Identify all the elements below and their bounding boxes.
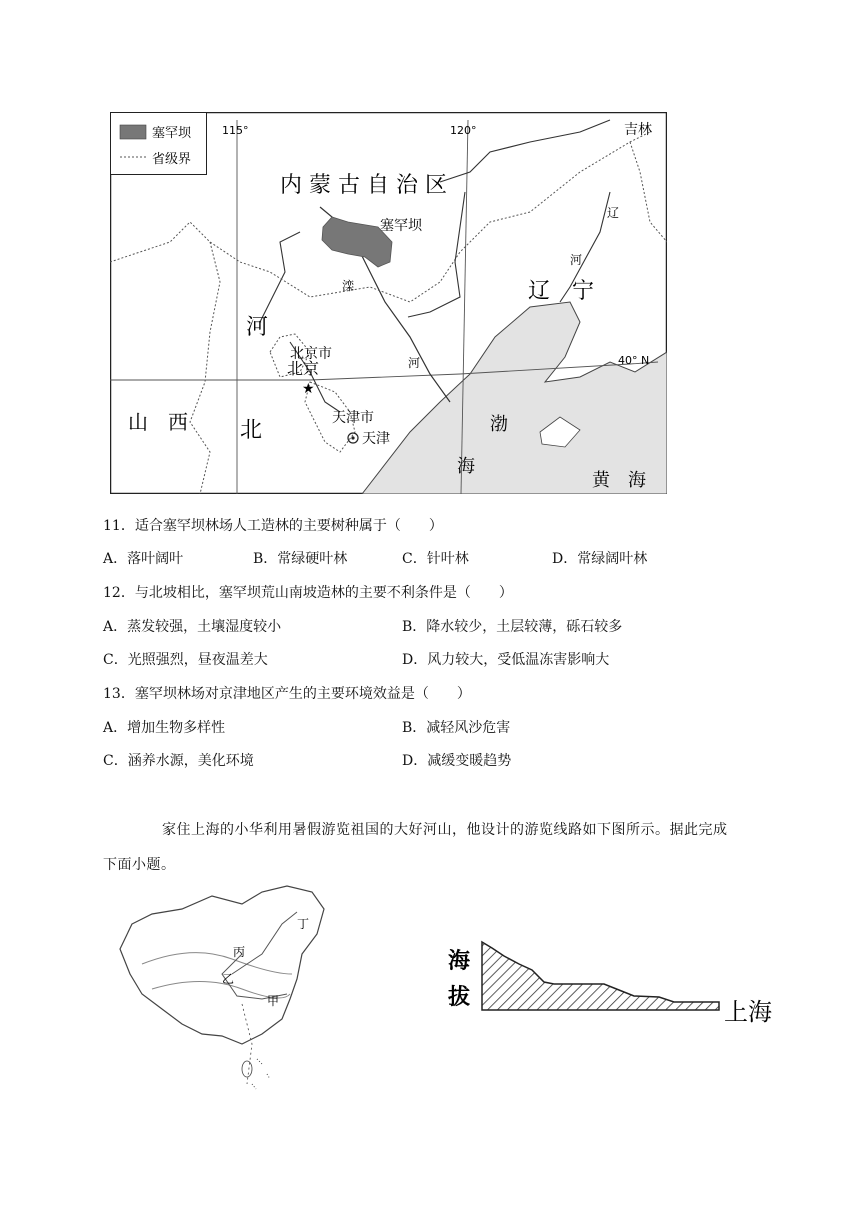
tianjinshi-label: 天津市 <box>332 410 374 426</box>
question-13-option-a[interactable]: A．增加生物多样性 <box>103 720 226 736</box>
beijing-star: ★ <box>302 381 315 397</box>
liaoning-label: 辽 宁 <box>528 279 595 304</box>
question-13-stem: 13．塞罕坝林场对京津地区产生的主要环境效益是（ ） <box>103 686 471 702</box>
longitude-120-label: 120° <box>450 124 477 137</box>
hebei-label-2: 北 <box>240 418 263 443</box>
question-13-option-d[interactable]: D．减缓变暖趋势 <box>402 753 512 769</box>
china-outline <box>120 886 324 1044</box>
liao-river-label: 辽 <box>607 206 620 220</box>
beijingshi-label: 北京市 <box>290 346 332 362</box>
tianjin-label: 天津 <box>362 431 390 447</box>
question-12-option-a[interactable]: A．蒸发较强，土壤湿度较小 <box>103 619 282 635</box>
elevation-profile <box>444 934 784 1024</box>
question-11-option-d[interactable]: D．常绿阔叶林 <box>552 551 648 567</box>
bohai-label-2: 海 <box>457 456 475 477</box>
hebei-label-1: 河 <box>246 315 269 340</box>
latitude-40-label: 40° N <box>618 354 650 367</box>
question-12-option-c[interactable]: C．光照强烈，昼夜温差大 <box>103 652 268 668</box>
luan-river-label: 滦 <box>342 279 355 293</box>
question-13-option-b[interactable]: B．减轻风沙危害 <box>402 720 511 736</box>
question-12-stem: 12．与北坡相比，塞罕坝荒山南坡造林的主要不利条件是（ ） <box>103 585 513 601</box>
beijing-label: 北京 <box>287 359 320 378</box>
question-11-option-a[interactable]: A．落叶阔叶 <box>103 551 184 567</box>
route-point-ding: 丁 <box>297 917 310 931</box>
elevation-label-ba: 拔 <box>448 985 471 1010</box>
passage-line-2: 下面小题。 <box>103 857 176 873</box>
luan-river-he-label: 河 <box>408 356 421 370</box>
legend-boundary-label: 省级界 <box>152 152 192 167</box>
liao-river-he-label: 河 <box>570 253 583 267</box>
shanghai-label: 上海 <box>724 998 772 1024</box>
question-11-option-b[interactable]: B．常绿硬叶林 <box>253 551 348 567</box>
saihanba-label: 塞罕坝 <box>380 218 422 234</box>
route-point-yi: 乙 <box>222 972 235 986</box>
question-11-option-c[interactable]: C．针叶林 <box>402 551 469 567</box>
china-route-map <box>112 884 330 1096</box>
route-point-jia: 甲 <box>267 994 280 1008</box>
passage-line-1: 家住上海的小华利用暑假游览祖国的大好河山，他设计的游览线路如下图所示。据此完成 <box>162 822 728 838</box>
question-12-option-b[interactable]: B．降水较少，土层较薄，砾石较多 <box>402 619 623 635</box>
question-11-stem: 11．适合塞罕坝林场人工造林的主要树种属于（ ） <box>103 518 443 534</box>
longitude-115-label: 115° <box>222 124 249 137</box>
question-13-option-c[interactable]: C．涵养水源，美化环境 <box>103 753 254 769</box>
jilin-label: 吉林 <box>624 122 652 138</box>
neimenggu-label: 内 蒙 古 自 治 区 <box>280 173 447 198</box>
question-12-option-d[interactable]: D．风力较大，受低温冻害影响大 <box>402 652 610 668</box>
route-point-bing: 丙 <box>233 945 246 959</box>
elevation-profile-shape <box>482 942 719 1010</box>
elevation-label-hai: 海 <box>448 949 471 974</box>
saihanba-location-map <box>110 112 667 494</box>
legend-saihanba-label: 塞罕坝 <box>152 126 192 141</box>
huanghai-label: 黄 海 <box>592 470 646 491</box>
shanxi-label: 山 西 <box>128 410 188 434</box>
bohai-label-1: 渤 <box>490 414 508 435</box>
